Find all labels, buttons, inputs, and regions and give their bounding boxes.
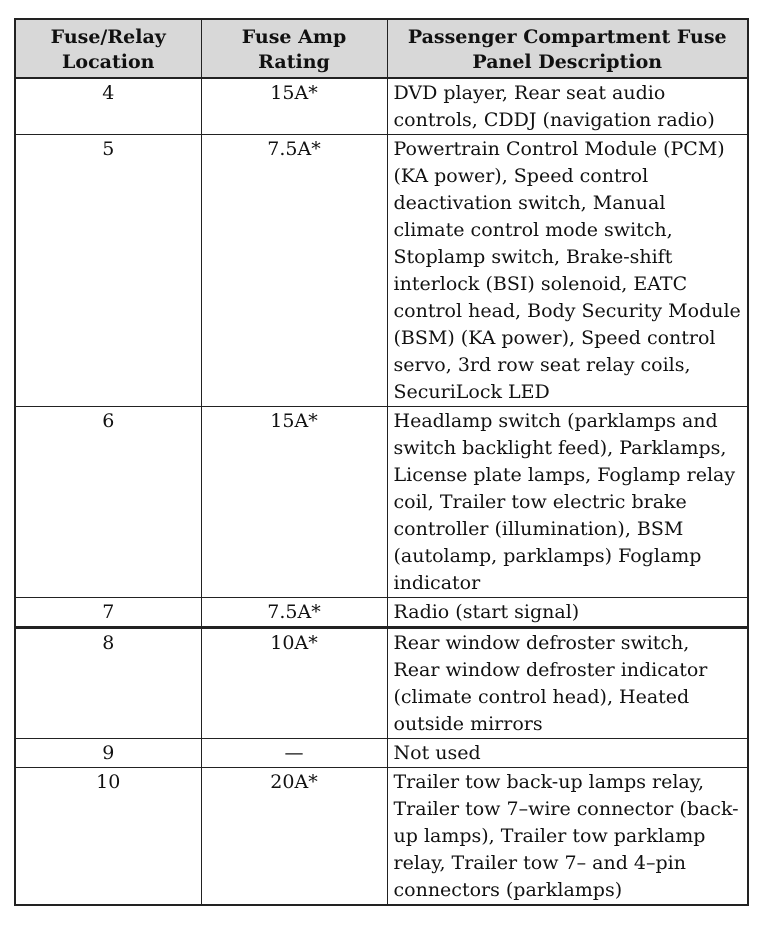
cell-rating: 20A* (201, 768, 387, 906)
table-row (15, 768, 748, 906)
cell-description: Trailer tow back-up lamps relay, Trailer tow 7–wire connector (back-up lamps), Trailer tow parklamp relay, Trailer tow 7– and 4–pin connectors (parklamps) (387, 768, 748, 906)
cell-description: Radio (start signal) (387, 598, 748, 628)
cell-description: Rear window defroster switch, Rear window defroster indicator (climate control head), Heated outside mirrors (387, 628, 748, 739)
header-row (15, 19, 748, 78)
table-body (15, 78, 748, 905)
table-row (15, 739, 748, 768)
fuse-table (14, 18, 749, 906)
header-description: Passenger Compartment Fuse Panel Description (387, 19, 748, 78)
header-location: Fuse/Relay Location (15, 19, 201, 78)
table-row (15, 628, 748, 739)
cell-description: DVD player, Rear seat audio controls, CDDJ (navigation radio) (387, 78, 748, 135)
table-header (15, 19, 748, 78)
cell-location: 5 (15, 135, 201, 407)
cell-rating: — (201, 739, 387, 768)
cell-location: 9 (15, 739, 201, 768)
cell-location: 8 (15, 628, 201, 739)
cell-description: Not used (387, 739, 748, 768)
header-rating: Fuse Amp Rating (201, 19, 387, 78)
cell-location: 4 (15, 78, 201, 135)
cell-description: Powertrain Control Module (PCM) (KA power), Speed control deactivation switch, Manual climate control mode switch, Stoplamp switch, Brake-shift interlock (BSI) solenoid, EATC control head, Body Security Module (BSM) (KA power), Speed control servo, 3rd row seat relay coils, SecuriLock LED (387, 135, 748, 407)
cell-location: 10 (15, 768, 201, 906)
table-row (15, 407, 748, 598)
cell-location: 7 (15, 598, 201, 628)
table-row (15, 135, 748, 407)
cell-rating: 15A* (201, 407, 387, 598)
cell-rating: 10A* (201, 628, 387, 739)
cell-rating: 7.5A* (201, 598, 387, 628)
cell-location: 6 (15, 407, 201, 598)
cell-description: Headlamp switch (parklamps and switch backlight feed), Parklamps, License plate lamps, Foglamp relay coil, Trailer tow electric brake controller (illumination), BSM (autolamp, parklamps) Foglamp indicator (387, 407, 748, 598)
cell-rating: 7.5A* (201, 135, 387, 407)
table-row (15, 598, 748, 628)
cell-rating: 15A* (201, 78, 387, 135)
table-row (15, 78, 748, 135)
